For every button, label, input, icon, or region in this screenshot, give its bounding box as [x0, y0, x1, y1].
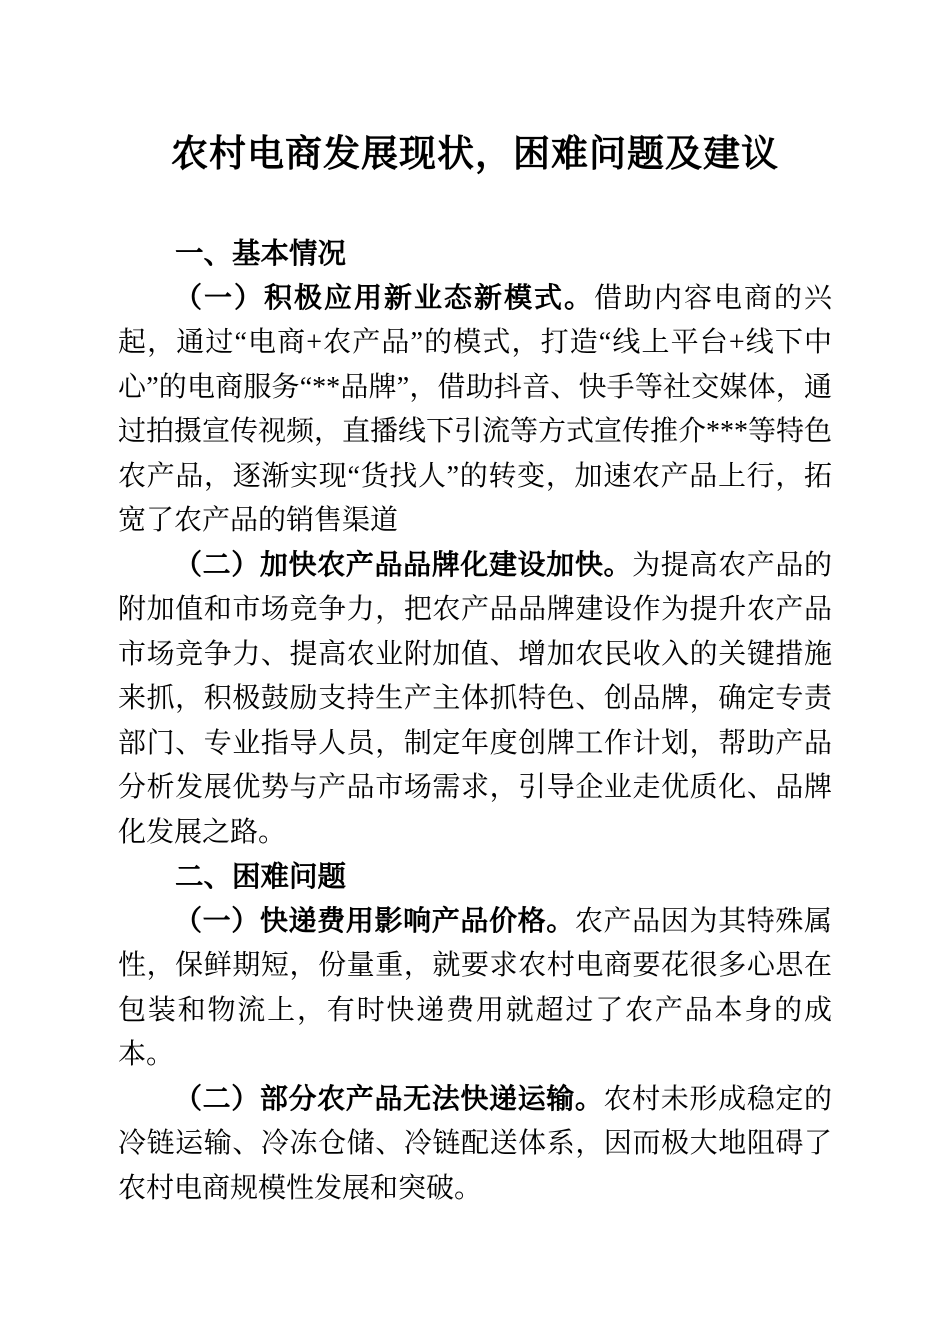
section-1-paragraph-1 — [118, 277, 832, 544]
section-2-paragraph-2 — [118, 1078, 832, 1212]
section-1-heading: 一、基本情况 — [175, 238, 347, 270]
paragraph-text: 农产品因为其特殊属性，保鲜期短，份量重，就要求农村电商要花很多心思在包装和物流上，有时快递费用就超过了农产品本身的成本。 — [118, 905, 832, 1070]
section-2-paragraph-1 — [118, 900, 832, 1078]
document-body — [118, 232, 832, 1211]
section-1-paragraph-2 — [118, 544, 832, 856]
paragraph-text: 借助内容电商的兴起，通过“电商+农产品”的模式，打造“线上平台+线下中心”的电商服务“**品牌”，借助抖音、快手等社交媒体，通过拍摄宣传视频，直播线下引流等方式宣传推介***等特色农产品，逐渐实现“货找人”的转变，加速农产品上行，拓宽了农产品的销售渠道 — [118, 282, 833, 536]
paragraph-text: 农村未形成稳定的冷链运输、冷冻仓储、冷链配送体系，因而极大地阻碍了农村电商规模性发展和突破。 — [118, 1083, 832, 1204]
document-title: 农村电商发展现状，困难问题及建议 — [171, 134, 779, 175]
paragraph-text: 为提高农产品的附加值和市场竞争力，把农产品品牌建设作为提升农产品市场竞争力、提高农业附加值、增加农民收入的关键措施来抓，积极鼓励支持生产主体抓特色、创品牌，确定专责部门、专业指导人员，制定年度创牌工作计划，帮助产品分析发展优势与产品市场需求，引导企业走优质化、品牌化发展之路。 — [118, 549, 832, 848]
paragraph-lead: （二）部分农产品无法快递运输。 — [174, 1083, 604, 1115]
paragraph-lead: （二）加快农产品品牌化建设加快。 — [174, 549, 633, 581]
paragraph-lead: （一）快递费用影响产品价格。 — [174, 905, 575, 937]
paragraph-lead: （一）积极应用新业态新模式。 — [174, 282, 594, 314]
section-2-heading: 二、困难问题 — [175, 861, 347, 893]
